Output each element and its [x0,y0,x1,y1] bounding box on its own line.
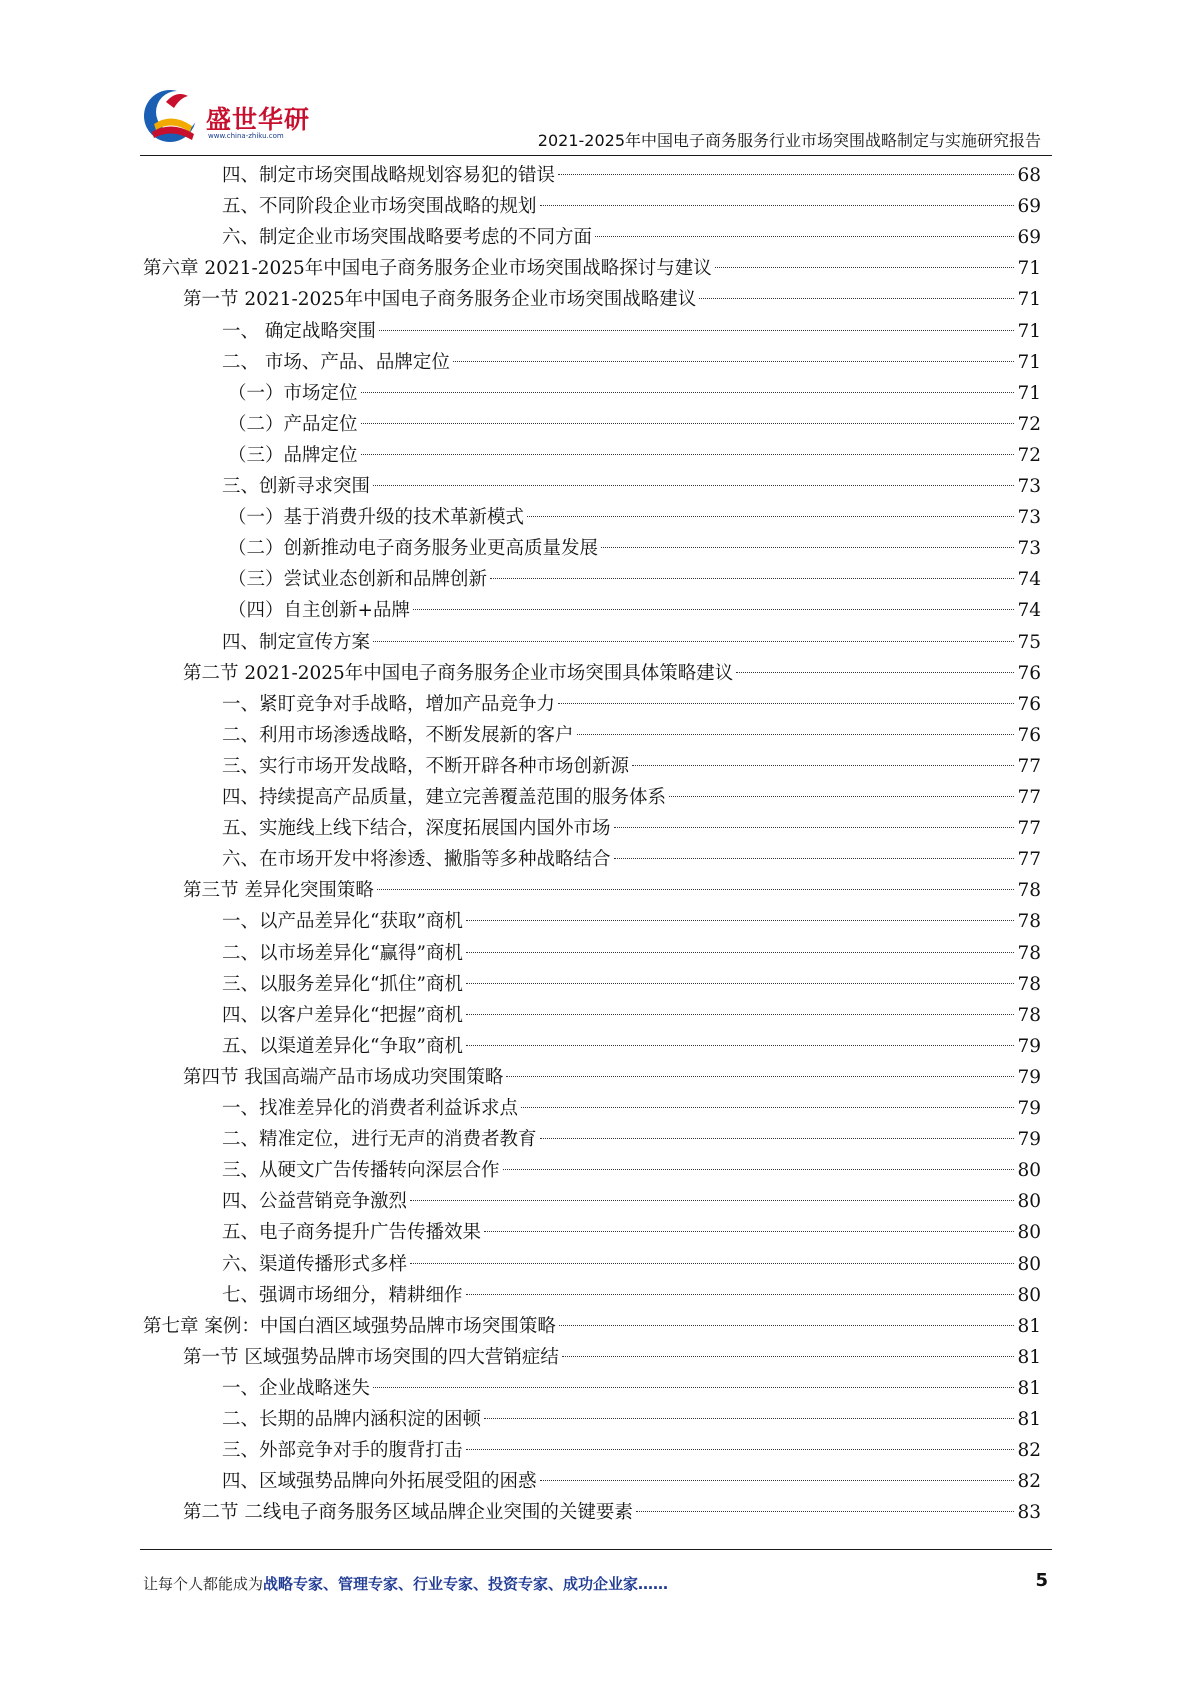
toc-entry-title: （三）尝试业态创新和品牌创新 [228,569,488,591]
toc-entry-title: 二、利用市场渗透战略，不断发展新的客户 [222,724,574,746]
toc-entry[interactable] [228,595,1041,626]
toc-entry[interactable] [222,222,1041,253]
toc-dot-leader [373,485,1014,486]
toc-entry[interactable] [222,1000,1041,1031]
toc-entry-title: 第一节 区域强势品牌市场突围的四大营销症结 [183,1346,559,1368]
toc-entry-page: 72 [1017,444,1041,466]
toc-dot-leader [466,983,1015,984]
toc-entry[interactable] [183,1062,1041,1093]
toc-entry[interactable] [222,813,1041,844]
toc-entry-title: 第七章 案例：中国白酒区域强势品牌市场突围策略 [143,1315,556,1337]
toc-dot-leader [377,889,1015,890]
toc-entry[interactable] [222,471,1041,502]
toc-entry-title: 五、不同阶段企业市场突围战略的规划 [222,196,537,218]
toc-entry-page: 78 [1017,973,1041,995]
toc-entry-page: 80 [1017,1284,1041,1306]
toc-dot-leader [413,609,1014,610]
toc-dot-leader [601,547,1014,548]
toc-entry-title: 第三节 差异化突围策略 [183,880,374,902]
toc-dot-leader [699,298,1014,299]
toc-entry[interactable] [222,689,1041,720]
toc-entry[interactable] [222,1466,1041,1497]
toc-entry-title: 六、制定企业市场突围战略要考虑的不同方面 [222,227,593,249]
logo-name: 盛世华研 [206,105,311,134]
toc-dot-leader [558,174,1014,175]
toc-entry[interactable] [222,1249,1041,1280]
toc-entry-page: 69 [1017,227,1041,249]
toc-entry-page: 78 [1017,911,1041,933]
toc-dot-leader [361,454,1015,455]
toc-entry[interactable] [222,751,1041,782]
toc-entry[interactable] [222,906,1041,937]
toc-entry-title: 三、创新寻求突围 [222,476,371,497]
toc-entry-page: 75 [1017,631,1041,653]
toc-dot-leader [636,1511,1015,1512]
toc-dot-leader [466,1014,1015,1015]
toc-entry-title: 六、渠道传播形式多样 [222,1253,408,1275]
toc-entry-title: 五、以渠道差异化“争取”商机 [222,1035,463,1057]
toc-dot-leader [410,1200,1014,1201]
toc-entry[interactable] [143,253,1041,284]
toc-entry-page: 71 [1017,320,1041,342]
toc-entry-page: 80 [1017,1191,1041,1213]
toc-entry-title: 二、精准定位，进行无声的消费者教育 [222,1129,537,1151]
toc-dot-leader [562,1356,1015,1357]
toc-dot-leader [361,423,1015,424]
toc-entry-page: 79 [1017,1035,1041,1057]
toc-dot-leader [466,1045,1015,1046]
toc-dot-leader [453,361,1015,362]
toc-dot-leader [614,858,1015,859]
toc-entry-page: 82 [1017,1471,1041,1493]
toc-entry-title: 六、在市场开发中将渗透、撇脂等多种战略结合 [222,849,611,871]
toc-entry-title: 三、从硬文广告传播转向深层合作 [222,1160,500,1182]
toc-dot-leader [614,827,1015,828]
toc-entry-title: 第一节 2021-2025年中国电子商务服务企业市场突围战略建议 [183,289,697,311]
toc-dot-leader [379,330,1015,331]
toc-entry[interactable] [228,409,1041,440]
toc-dot-leader [736,672,1014,673]
footer-divider [140,1549,1052,1550]
toc-entry-page: 81 [1017,1409,1041,1430]
toc-entry-page: 74 [1017,600,1041,622]
toc-entry-page: 81 [1017,1377,1041,1399]
toc-dot-leader [466,1449,1015,1450]
toc-entry[interactable] [222,1186,1041,1217]
toc-entry-page: 71 [1017,382,1041,404]
toc-entry-title: （三）品牌定位 [228,444,358,466]
toc-entry-title: 二、以市场差异化“赢得”商机 [222,942,463,964]
toc-entry-title: 三、外部竞争对手的腹背打击 [222,1440,463,1462]
toc-dot-leader [540,1138,1015,1139]
toc-entry[interactable] [222,1373,1041,1404]
toc-entry[interactable] [228,378,1041,409]
toc-entry-page: 79 [1017,1066,1041,1088]
toc-entry-title: （二）产品定位 [228,413,358,435]
toc-entry[interactable] [222,160,1041,191]
toc-entry-title: 一、企业战略迷失 [222,1377,371,1399]
toc-entry[interactable] [228,564,1041,595]
toc-entry-page: 71 [1017,289,1041,311]
toc-entry-title: 二、长期的品牌内涵积淀的困顿 [222,1409,482,1430]
toc-entry-title: （二）创新推动电子商务服务业更高质量发展 [228,538,599,560]
toc-dot-leader [577,734,1015,735]
toc-dot-leader [410,1263,1014,1264]
toc-entry-title: 三、以服务差异化“抓住”商机 [222,973,463,995]
toc-entry-title: 第二节 二线电子商务服务区域品牌企业突围的关键要素 [183,1502,633,1524]
toc-entry-page: 71 [1017,258,1041,280]
toc-entry-page: 73 [1017,507,1041,529]
toc-entry[interactable] [222,844,1041,875]
toc-entry[interactable] [183,284,1041,315]
toc-entry-page: 80 [1017,1253,1041,1275]
toc-entry[interactable] [222,969,1041,1000]
toc-entry[interactable] [222,1404,1041,1435]
toc-entry[interactable] [228,440,1041,471]
toc-dot-leader [632,765,1014,766]
toc-dot-leader [490,578,1014,579]
toc-dot-leader [595,236,1014,237]
logo-url: www.china-zhiku.com [208,132,284,140]
toc-entry[interactable] [222,627,1041,658]
header-divider [140,155,1052,156]
toc-entry-title: 一、紧盯竞争对手战略，增加产品竞争力 [222,693,556,715]
toc-entry-title: （一）基于消费升级的技术革新模式 [228,507,525,529]
toc-dot-leader [540,1480,1015,1481]
report-title: 2021-2025年中国电子商务服务行业市场突围战略制定与实施研究报告 [537,131,1041,150]
toc-entry[interactable] [183,1497,1041,1528]
toc-entry-page: 80 [1017,1222,1041,1244]
toc-entry[interactable] [222,316,1041,347]
toc-entry-title: 第六章 2021-2025年中国电子商务服务企业市场突围战略探讨与建议 [143,258,712,280]
toc-entry[interactable] [222,1217,1041,1248]
toc-entry[interactable] [222,1124,1041,1155]
toc-dot-leader [484,1231,1014,1232]
toc-dot-leader [715,267,1015,268]
toc-dot-leader [373,1387,1014,1388]
toc-entry[interactable] [222,1280,1041,1311]
toc-entry-title: 三、实行市场开发战略，不断开辟各种市场创新源 [222,755,630,777]
toc-entry-title: 四、持续提高产品质量，建立完善覆盖范围的服务体系 [222,787,667,808]
toc-entry[interactable] [222,1155,1041,1186]
toc-entry[interactable] [222,1093,1041,1124]
toc-entry-page: 76 [1017,693,1041,715]
toc-entry-title: 四、制定宣传方案 [222,631,371,653]
toc-dot-leader [559,1325,1015,1326]
toc-entry-page: 76 [1017,662,1041,684]
toc-entry-page: 68 [1017,165,1041,186]
toc-dot-leader [669,796,1014,797]
toc-dot-leader [527,516,1014,517]
toc-dot-leader [506,1076,1014,1077]
toc-entry-page: 78 [1017,1004,1041,1026]
toc-entry-title: 四、制定市场突围战略规划容易犯的错误 [222,165,556,186]
toc-entry-page: 76 [1017,724,1041,746]
toc-entry[interactable] [222,347,1041,378]
toc-entry-page: 77 [1017,755,1041,777]
toc-entry[interactable] [222,720,1041,751]
toc-entry[interactable] [183,875,1041,906]
toc-entry-page: 78 [1017,942,1041,964]
toc-entry[interactable] [222,191,1041,222]
slogan-prefix: 让每个人都能成为 [143,1575,264,1593]
toc-dot-leader [521,1107,1014,1108]
toc-entry[interactable] [222,782,1041,813]
toc-dot-leader [466,952,1015,953]
toc-entry[interactable] [222,938,1041,969]
toc-entry-page: 71 [1017,351,1041,373]
toc-entry-title: 一、以产品差异化“获取”商机 [222,911,463,933]
toc-entry[interactable] [222,1031,1041,1062]
toc-entry[interactable] [222,1435,1041,1466]
toc-entry[interactable] [183,1342,1041,1373]
toc-entry[interactable] [228,533,1041,564]
toc-entry-page: 77 [1017,818,1041,840]
toc-dot-leader [466,920,1015,921]
toc-entry[interactable] [143,1311,1041,1342]
toc-dot-leader [466,1294,1015,1295]
toc-dot-leader [373,641,1014,642]
toc-entry-title: 五、实施线上线下结合，深度拓展国内国外市场 [222,818,611,840]
toc-entry-title: 五、电子商务提升广告传播效果 [222,1222,482,1244]
toc-entry-title: 四、以客户差异化“把握”商机 [222,1004,463,1026]
footer-slogan [143,1573,668,1594]
toc-entry-title: 二、 市场、产品、品牌定位 [222,351,450,373]
toc-entry-page: 69 [1017,196,1041,218]
toc-entry-title: （一）市场定位 [228,382,358,404]
toc-entry-page: 81 [1017,1315,1041,1337]
toc-entry-page: 74 [1017,569,1041,591]
toc-dot-leader [503,1169,1015,1170]
toc-entry-title: 一、找准差异化的消费者利益诉求点 [222,1098,519,1119]
toc-entry[interactable] [183,658,1041,689]
toc-entry[interactable] [228,502,1041,533]
toc-entry-page: 80 [1017,1160,1041,1182]
toc-dot-leader [540,205,1015,206]
page-number: 5 [1035,1570,1048,1591]
toc-entry-title: 四、区域强势品牌向外拓展受阻的困惑 [222,1471,537,1493]
toc-entry-title: 四、公益营销竞争激烈 [222,1191,408,1213]
toc-entry-page: 79 [1017,1098,1041,1119]
toc-entry-page: 78 [1017,880,1041,902]
toc-entry-page: 72 [1017,413,1041,435]
toc-entry-page: 82 [1017,1440,1041,1462]
toc-entry-page: 73 [1017,476,1041,497]
toc-entry-title: 第四节 我国高端产品市场成功突围策略 [183,1066,504,1088]
toc-entry-page: 81 [1017,1346,1041,1368]
page-header [0,0,1191,160]
toc-dot-leader [558,703,1014,704]
toc-entry-title: 第二节 2021-2025年中国电子商务服务企业市场突围具体策略建议 [183,662,734,684]
toc-entry-page: 73 [1017,538,1041,560]
toc-dot-leader [484,1418,1014,1419]
toc-dot-leader [361,392,1015,393]
toc-entry-title: （四）自主创新+品牌 [228,600,411,622]
toc-entry-page: 77 [1017,787,1041,808]
toc-entry-title: 七、强调市场细分，精耕细作 [222,1284,463,1306]
toc-entry-page: 77 [1017,849,1041,871]
toc-entry-title: 一、 确定战略突围 [222,320,376,342]
toc-entry-page: 79 [1017,1129,1041,1151]
toc-entry-page: 83 [1017,1502,1041,1524]
slogan-highlight: 战略专家、管理专家、行业专家、投资专家、成功企业家…… [263,1575,669,1593]
